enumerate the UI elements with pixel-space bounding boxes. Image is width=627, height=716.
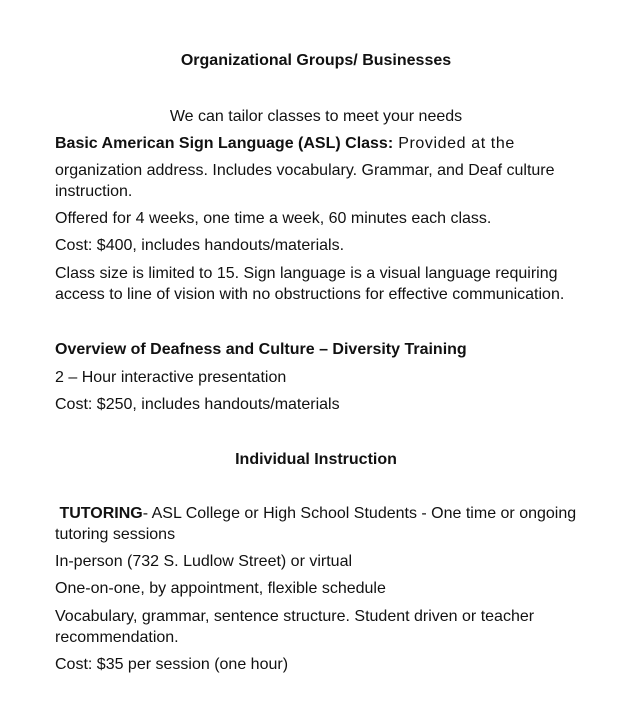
diversity-training-title: Overview of Deafness and Culture – Diversity Training <box>55 341 467 358</box>
asl-class-cost: Cost: $400, includes handouts/materials. <box>55 237 345 254</box>
tutoring-title-suffix: - ASL College or High School Students - One time or ongoing tutoring sessions <box>55 505 577 543</box>
asl-class-title-suffix: Provided at the <box>393 135 515 152</box>
diversity-training-format: 2 – Hour interactive presentation <box>55 369 287 386</box>
tutoring-title: TUTORING <box>59 505 143 522</box>
asl-class-size: Class size is limited to 15. Sign language is a visual language requiring access to line of vision with no obstructions for effective communication. <box>55 265 565 303</box>
asl-class-description: organization address. Includes vocabulary. Grammar, and Deaf culture instruction. <box>55 162 555 200</box>
diversity-training-cost: Cost: $250, includes handouts/materials <box>55 396 340 413</box>
tutoring-content: Vocabulary, grammar, sentence structure. Student driven or teacher recommendation. <box>55 608 535 646</box>
tutoring-location: In-person (732 S. Ludlow Street) or virtual <box>55 553 353 570</box>
asl-class-title-line <box>55 133 595 154</box>
asl-class-schedule: Offered for 4 weeks, one time a week, 60 minutes each class. <box>55 210 492 227</box>
section-heading-individual: Individual Instruction <box>235 451 397 468</box>
section-heading-organizational: Organizational Groups/ Businesses <box>180 52 452 69</box>
tutoring-title-line <box>55 503 595 545</box>
asl-class-title: Basic American Sign Language (ASL) Class: <box>55 135 394 152</box>
tutoring-format: One-on-one, by appointment, flexible schedule <box>55 580 386 597</box>
tagline: We can tailor classes to meet your needs <box>169 108 463 125</box>
tutoring-cost: Cost: $35 per session (one hour) <box>55 656 289 673</box>
